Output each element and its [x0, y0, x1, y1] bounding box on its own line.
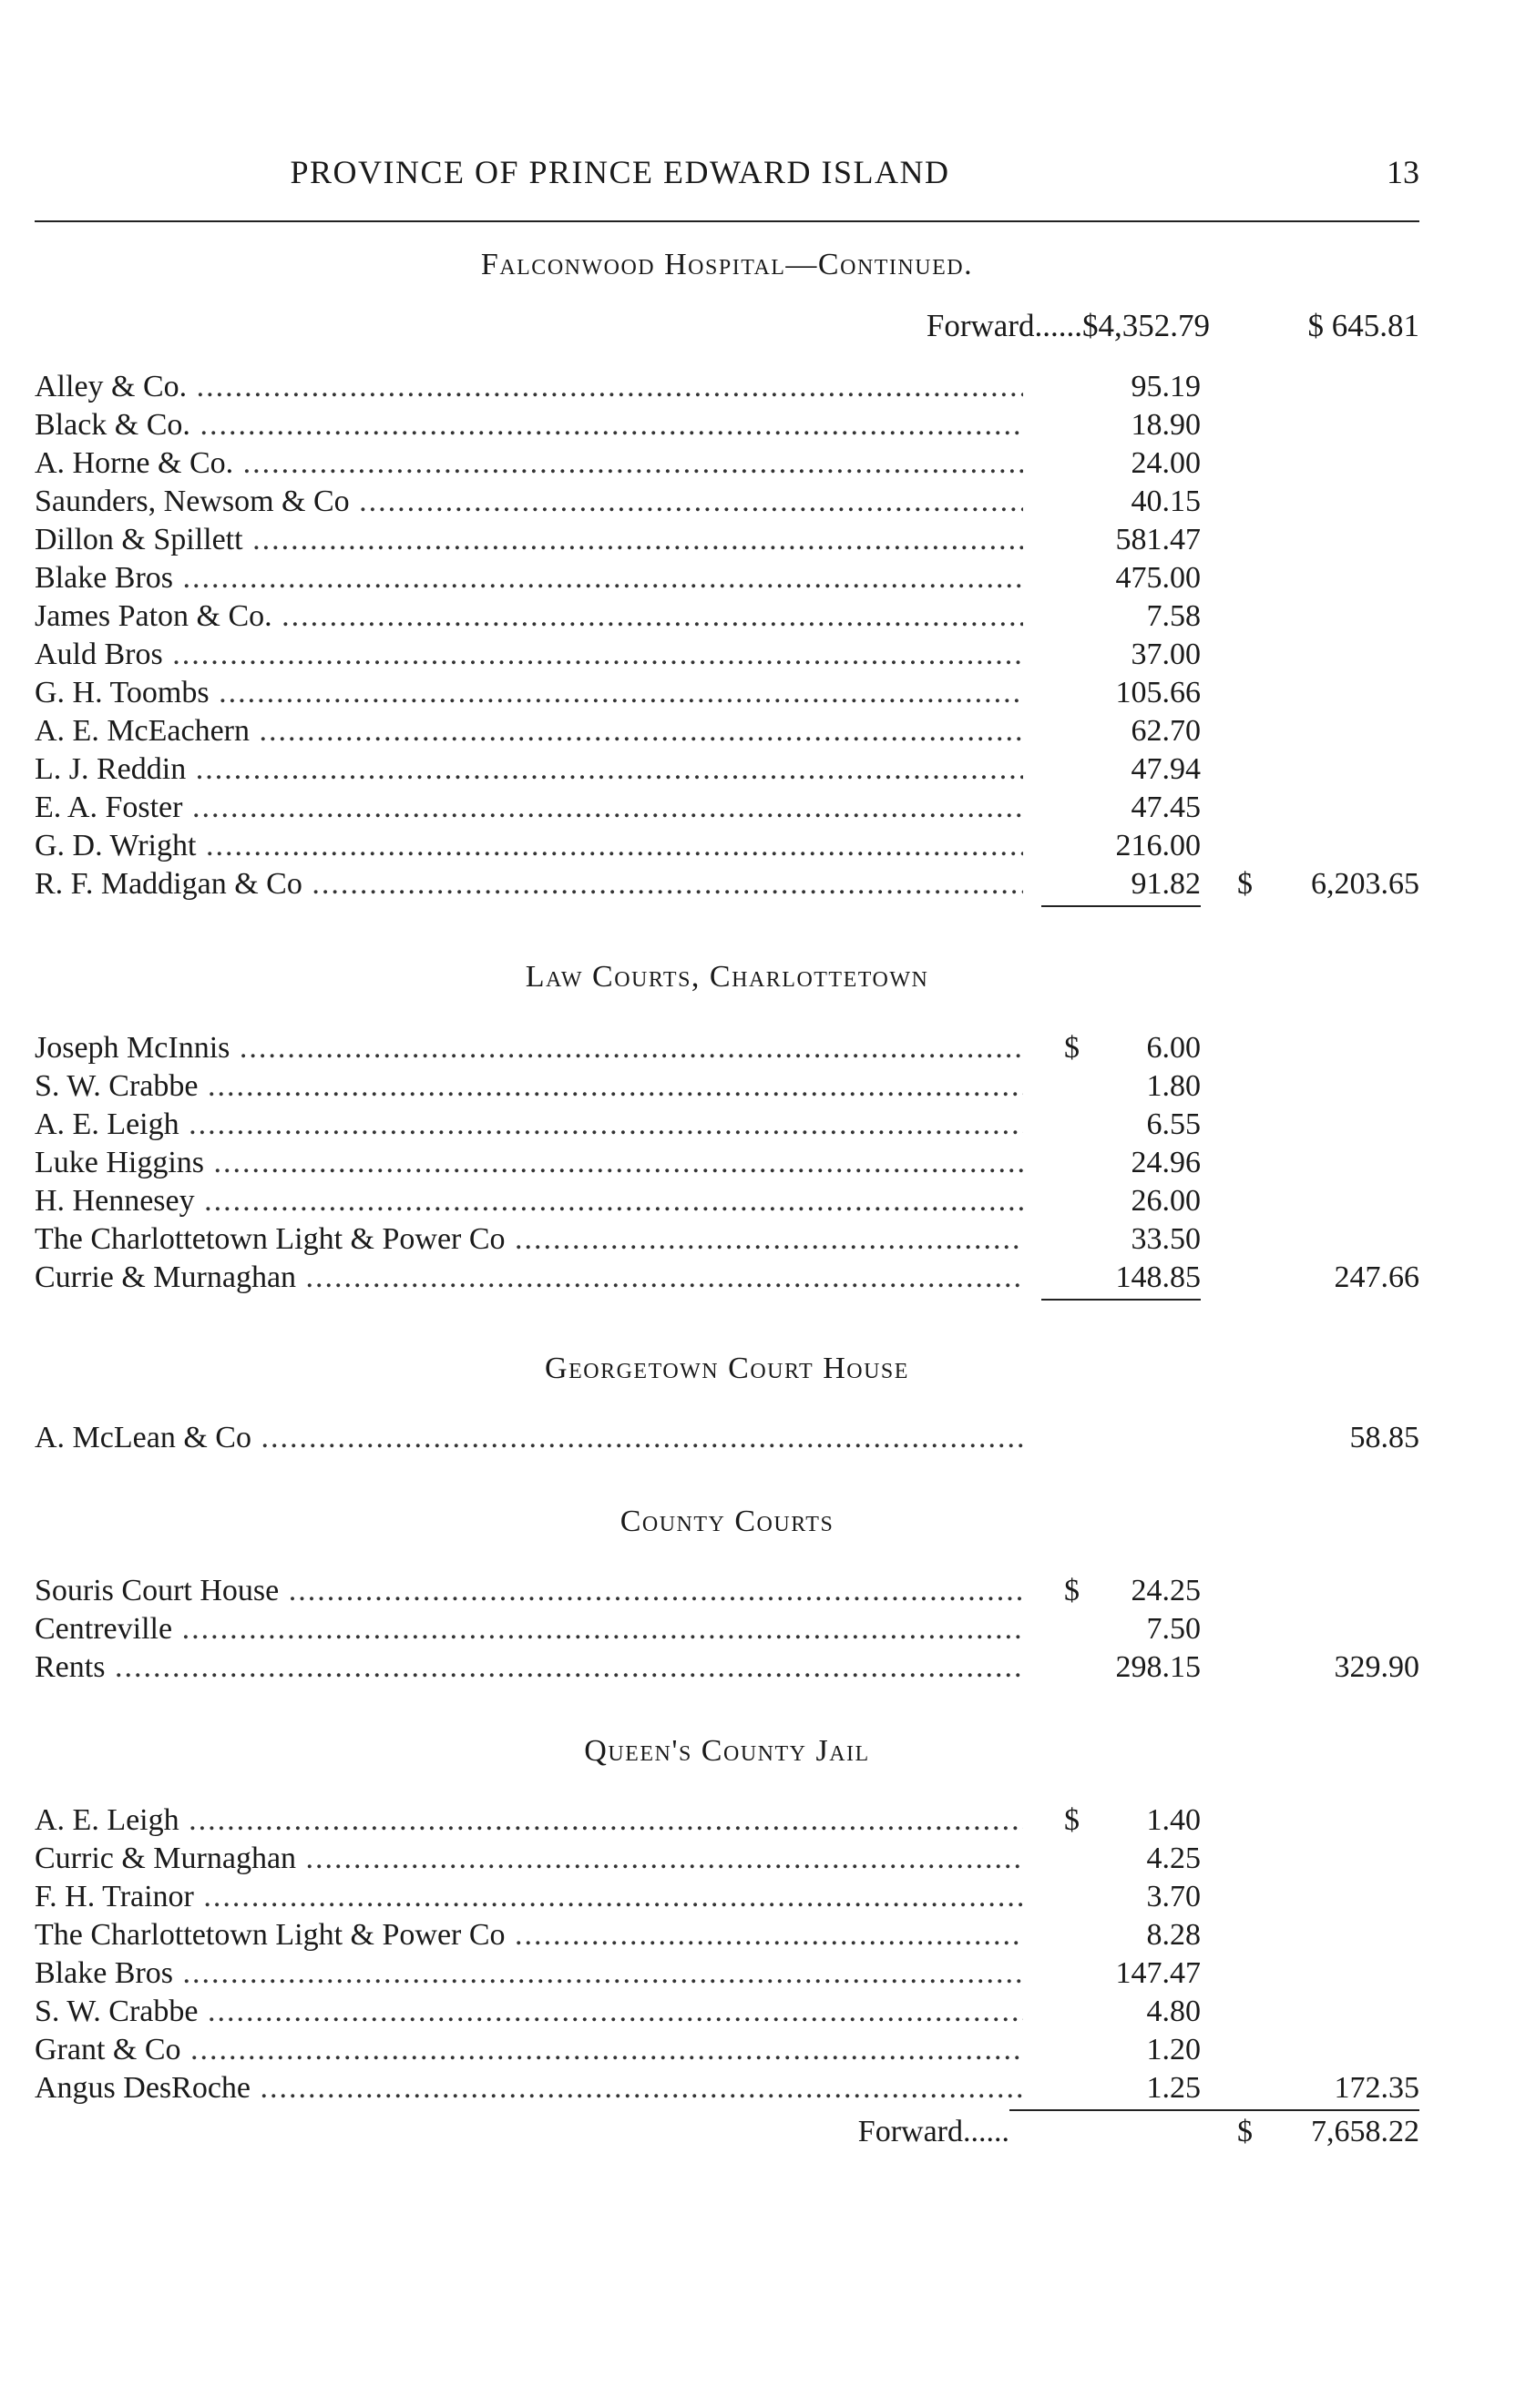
section-heading-georgetown: Georgetown Court House	[545, 1352, 909, 1385]
ledger-row: R. F. Maddigan & Co ..... 91.82 $ 6,203.65	[35, 865, 1419, 903]
section-total: 6,203.65	[1311, 867, 1419, 901]
running-head	[35, 153, 1419, 193]
ledger-row: F. H. Trainor ..... 3.70	[35, 1878, 1419, 1916]
ledger-row: Joseph McInnis ..... $ 6.00	[35, 1029, 1419, 1067]
dollar-sign: $	[1064, 1031, 1080, 1065]
header-rule	[35, 220, 1419, 222]
page-number: 13	[1387, 154, 1419, 190]
section-total: 58.85	[1349, 1421, 1419, 1454]
ledger-row: Dillon & Spillett ..... 581.47	[35, 521, 1419, 559]
ledger-row: The Charlottetown Light & Power Co ..... 8.28	[35, 1916, 1419, 1954]
forward-col2: $ 645.81	[1307, 308, 1419, 343]
ledger-row: The Charlottetown Light & Power Co ..... 33.50	[35, 1220, 1419, 1259]
ledger-row: Alley & Co. ..... 95.19	[35, 368, 1419, 406]
ledger-row: E. A. Foster ..... 47.45	[35, 789, 1419, 827]
footer-rule	[1009, 2109, 1419, 2111]
ledger-row: James Paton & Co. ..... 7.58	[35, 597, 1419, 636]
ledger-row: Auld Bros ..... 37.00	[35, 636, 1419, 674]
ledger-row: A. E. Leigh ..... 6.55	[35, 1106, 1419, 1144]
section-heading-falconwood: Falconwood Hospital—Continued.	[480, 248, 974, 281]
section-total: 247.66	[1334, 1260, 1419, 1294]
ledger-row: Blake Bros ..... 147.47	[35, 1954, 1419, 1993]
ledger-row: Grant & Co ..... 1.20	[35, 2031, 1419, 2069]
ledger-row: Black & Co. ..... 18.90	[35, 406, 1419, 444]
section-total: 172.35	[1334, 2071, 1419, 2105]
forward-label: Forward......$4,352.79	[926, 308, 1210, 343]
section-heading-queens-jail: Queen's County Jail	[584, 1734, 870, 1768]
ledger-row: S. W. Crabbe ..... 4.80	[35, 1993, 1419, 2031]
section-heading-law-courts: Law Courts, Charlottetown	[525, 960, 929, 994]
ledger-row: Curric & Murnaghan ..... 4.25	[35, 1840, 1419, 1878]
ledger-row: Currie & Murnaghan ..... 148.85 247.66	[35, 1259, 1419, 1297]
dollar-sign: $	[1237, 867, 1253, 901]
dollar-sign: $	[1237, 2115, 1253, 2148]
ledger-row: H. Hennesey ..... 26.00	[35, 1182, 1419, 1220]
ledger-row: Blake Bros ..... 475.00	[35, 559, 1419, 597]
ledger-row: A. McLean & Co ..... 58.85	[35, 1419, 1419, 1457]
footer-forward-line	[35, 2115, 1419, 2155]
ledger-row: A. Horne & Co. ..... 24.00	[35, 444, 1419, 483]
dollar-sign: $	[1064, 1574, 1080, 1607]
dollar-sign: $	[1064, 1803, 1080, 1837]
page-title: PROVINCE OF PRINCE EDWARD ISLAND	[290, 154, 950, 190]
footer-forward-label: Forward......	[857, 2115, 1009, 2148]
ledger-row: Luke Higgins ..... 24.96	[35, 1144, 1419, 1182]
section-heading-county-courts: County Courts	[620, 1505, 835, 1538]
ledger-row: A. E. McEachern ..... 62.70	[35, 712, 1419, 750]
ledger-row: L. J. Reddin ..... 47.94	[35, 750, 1419, 789]
ledger-row: Saunders, Newsom & Co ..... 40.15	[35, 483, 1419, 521]
ledger-row: Souris Court House ..... $ 24.25	[35, 1572, 1419, 1610]
ledger-row: Angus DesRoche ..... 1.25 172.35	[35, 2069, 1419, 2107]
ledger-row: G. H. Toombs ..... 105.66	[35, 674, 1419, 712]
forward-line	[35, 308, 1419, 348]
ledger-row: S. W. Crabbe ..... 1.80	[35, 1067, 1419, 1106]
ledger-row: G. D. Wright ..... 216.00	[35, 827, 1419, 865]
ledger-row: Centreville ..... 7.50	[35, 1610, 1419, 1648]
ledger-row: Rents ..... 298.15 329.90	[35, 1648, 1419, 1687]
section-total: 329.90	[1334, 1650, 1419, 1684]
footer-forward-total: 7,658.22	[1311, 2115, 1419, 2148]
ledger-row: A. E. Leigh ..... $ 1.40	[35, 1801, 1419, 1840]
